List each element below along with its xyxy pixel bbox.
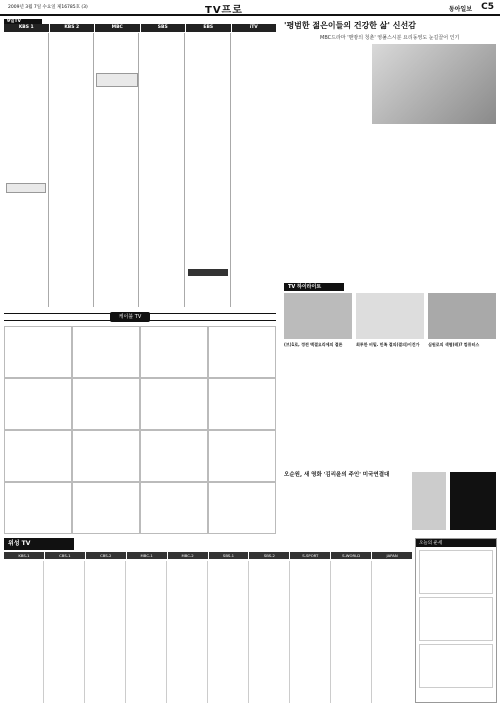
side-box — [419, 597, 493, 641]
schedule-column — [49, 33, 94, 307]
sat-channel: JAPAN — [372, 552, 412, 559]
cable-channel — [4, 326, 72, 378]
feature-body-3 — [284, 168, 496, 278]
feature-body-2 — [372, 128, 496, 164]
tv-highlight-label: TV 하이라이트 — [284, 283, 344, 291]
schedule-column — [139, 33, 185, 307]
page-number: C5 — [481, 2, 494, 12]
sat-channel: CBS-1 — [45, 552, 85, 559]
schedule-column — [4, 33, 49, 307]
cable-channel — [140, 326, 208, 378]
sat-column — [332, 561, 372, 703]
section-title: TV프로 — [205, 5, 243, 16]
paper-name: 동아일보 — [448, 6, 472, 13]
sat-column — [291, 561, 331, 703]
cable-channel — [72, 482, 140, 534]
sat-channel: S-WORLD — [331, 552, 371, 559]
cable-channel — [4, 430, 72, 482]
satellite-label: 위성 TV — [4, 538, 74, 550]
side-panel-header: 오늘의 운세 — [416, 539, 496, 547]
sat-channel: MBC-1 — [127, 552, 167, 559]
highlight-box — [6, 183, 46, 193]
advertisement — [450, 472, 496, 530]
sat-channel: S-SPORT — [290, 552, 330, 559]
side-box — [419, 644, 493, 688]
cable-channel — [140, 482, 208, 534]
cable-channel — [208, 482, 276, 534]
cable-channel — [208, 378, 276, 430]
cable-channel — [4, 482, 72, 534]
cable-label: 케이블 TV — [110, 312, 150, 322]
sat-channel: MBC-2 — [168, 552, 208, 559]
feature2-headline: 오순원, 새 영화 '김리윤의 주인' 미국연결대 — [284, 472, 390, 478]
cable-channel — [72, 430, 140, 482]
sat-channel: KBS-1 — [4, 552, 44, 559]
sat-column — [209, 561, 249, 703]
cable-channel — [208, 430, 276, 482]
feature-photo — [372, 44, 496, 124]
highlight-photo-2 — [356, 293, 424, 339]
sat-column — [250, 561, 290, 703]
cable-channel — [140, 430, 208, 482]
feature-headline: '평범한 젊은이들의 건강한 삶' 신선감 — [284, 21, 416, 30]
cable-channel — [4, 378, 72, 430]
channel-mbc: MBC — [95, 24, 140, 32]
channel-sbs: SBS — [141, 24, 186, 32]
schedule-column — [185, 33, 231, 307]
tv-schedule-grid — [4, 33, 276, 307]
sat-channel: SBS-1 — [209, 552, 249, 559]
cable-channel — [72, 378, 140, 430]
tv-guide-label: 9일TV — [4, 19, 42, 25]
highlight-text-2 — [356, 350, 424, 460]
highlight-photo-3 — [428, 293, 496, 339]
satellite-channel-bar — [4, 552, 412, 559]
highlight-caption-1: (브)1로, 정전 맥결요리에의 결론 — [284, 342, 343, 347]
feature-body — [284, 44, 366, 164]
sat-column — [168, 561, 208, 703]
highlight-photo-1 — [284, 293, 352, 339]
sat-column — [45, 561, 85, 703]
channel-ebs: EBS — [186, 24, 231, 32]
issue-date: 2009년 3월 7일 수요일 제16785호 (3) — [8, 5, 88, 10]
schedule-column — [231, 33, 276, 307]
feature2-body — [284, 480, 408, 530]
cable-channel — [72, 326, 140, 378]
side-box — [419, 550, 493, 594]
cable-channel — [208, 326, 276, 378]
sat-column — [127, 561, 167, 703]
highlight-text-1 — [284, 350, 352, 460]
channel-kbs2: KBS 2 — [50, 24, 95, 32]
sat-channel: SBS-2 — [249, 552, 289, 559]
page-header — [0, 0, 500, 16]
portrait-photo — [412, 472, 446, 530]
highlight-text-3 — [428, 350, 496, 460]
highlight-caption-3: 심원로의 색협(레)? 컴퓨터스 — [428, 342, 480, 347]
side-panel — [415, 538, 497, 703]
promo-box — [188, 269, 228, 276]
sat-channel: CBS-2 — [86, 552, 126, 559]
channel-bar — [4, 24, 276, 32]
channel-kbs1: KBS 1 — [4, 24, 49, 32]
cable-channel — [140, 378, 208, 430]
sat-column — [4, 561, 44, 703]
sat-column — [86, 561, 126, 703]
highlight-caption-2: 최투한 비밀. 민족 결의(결의)이건가 — [356, 342, 420, 347]
feature-subheadline: MBC드라마 '맨땅의 청춘' 영풀스시분 요리동영도 눈길끌어 인기 — [320, 35, 460, 41]
sat-column — [373, 561, 412, 703]
channel-itv: iTV — [232, 24, 277, 32]
highlight-box — [96, 73, 138, 87]
